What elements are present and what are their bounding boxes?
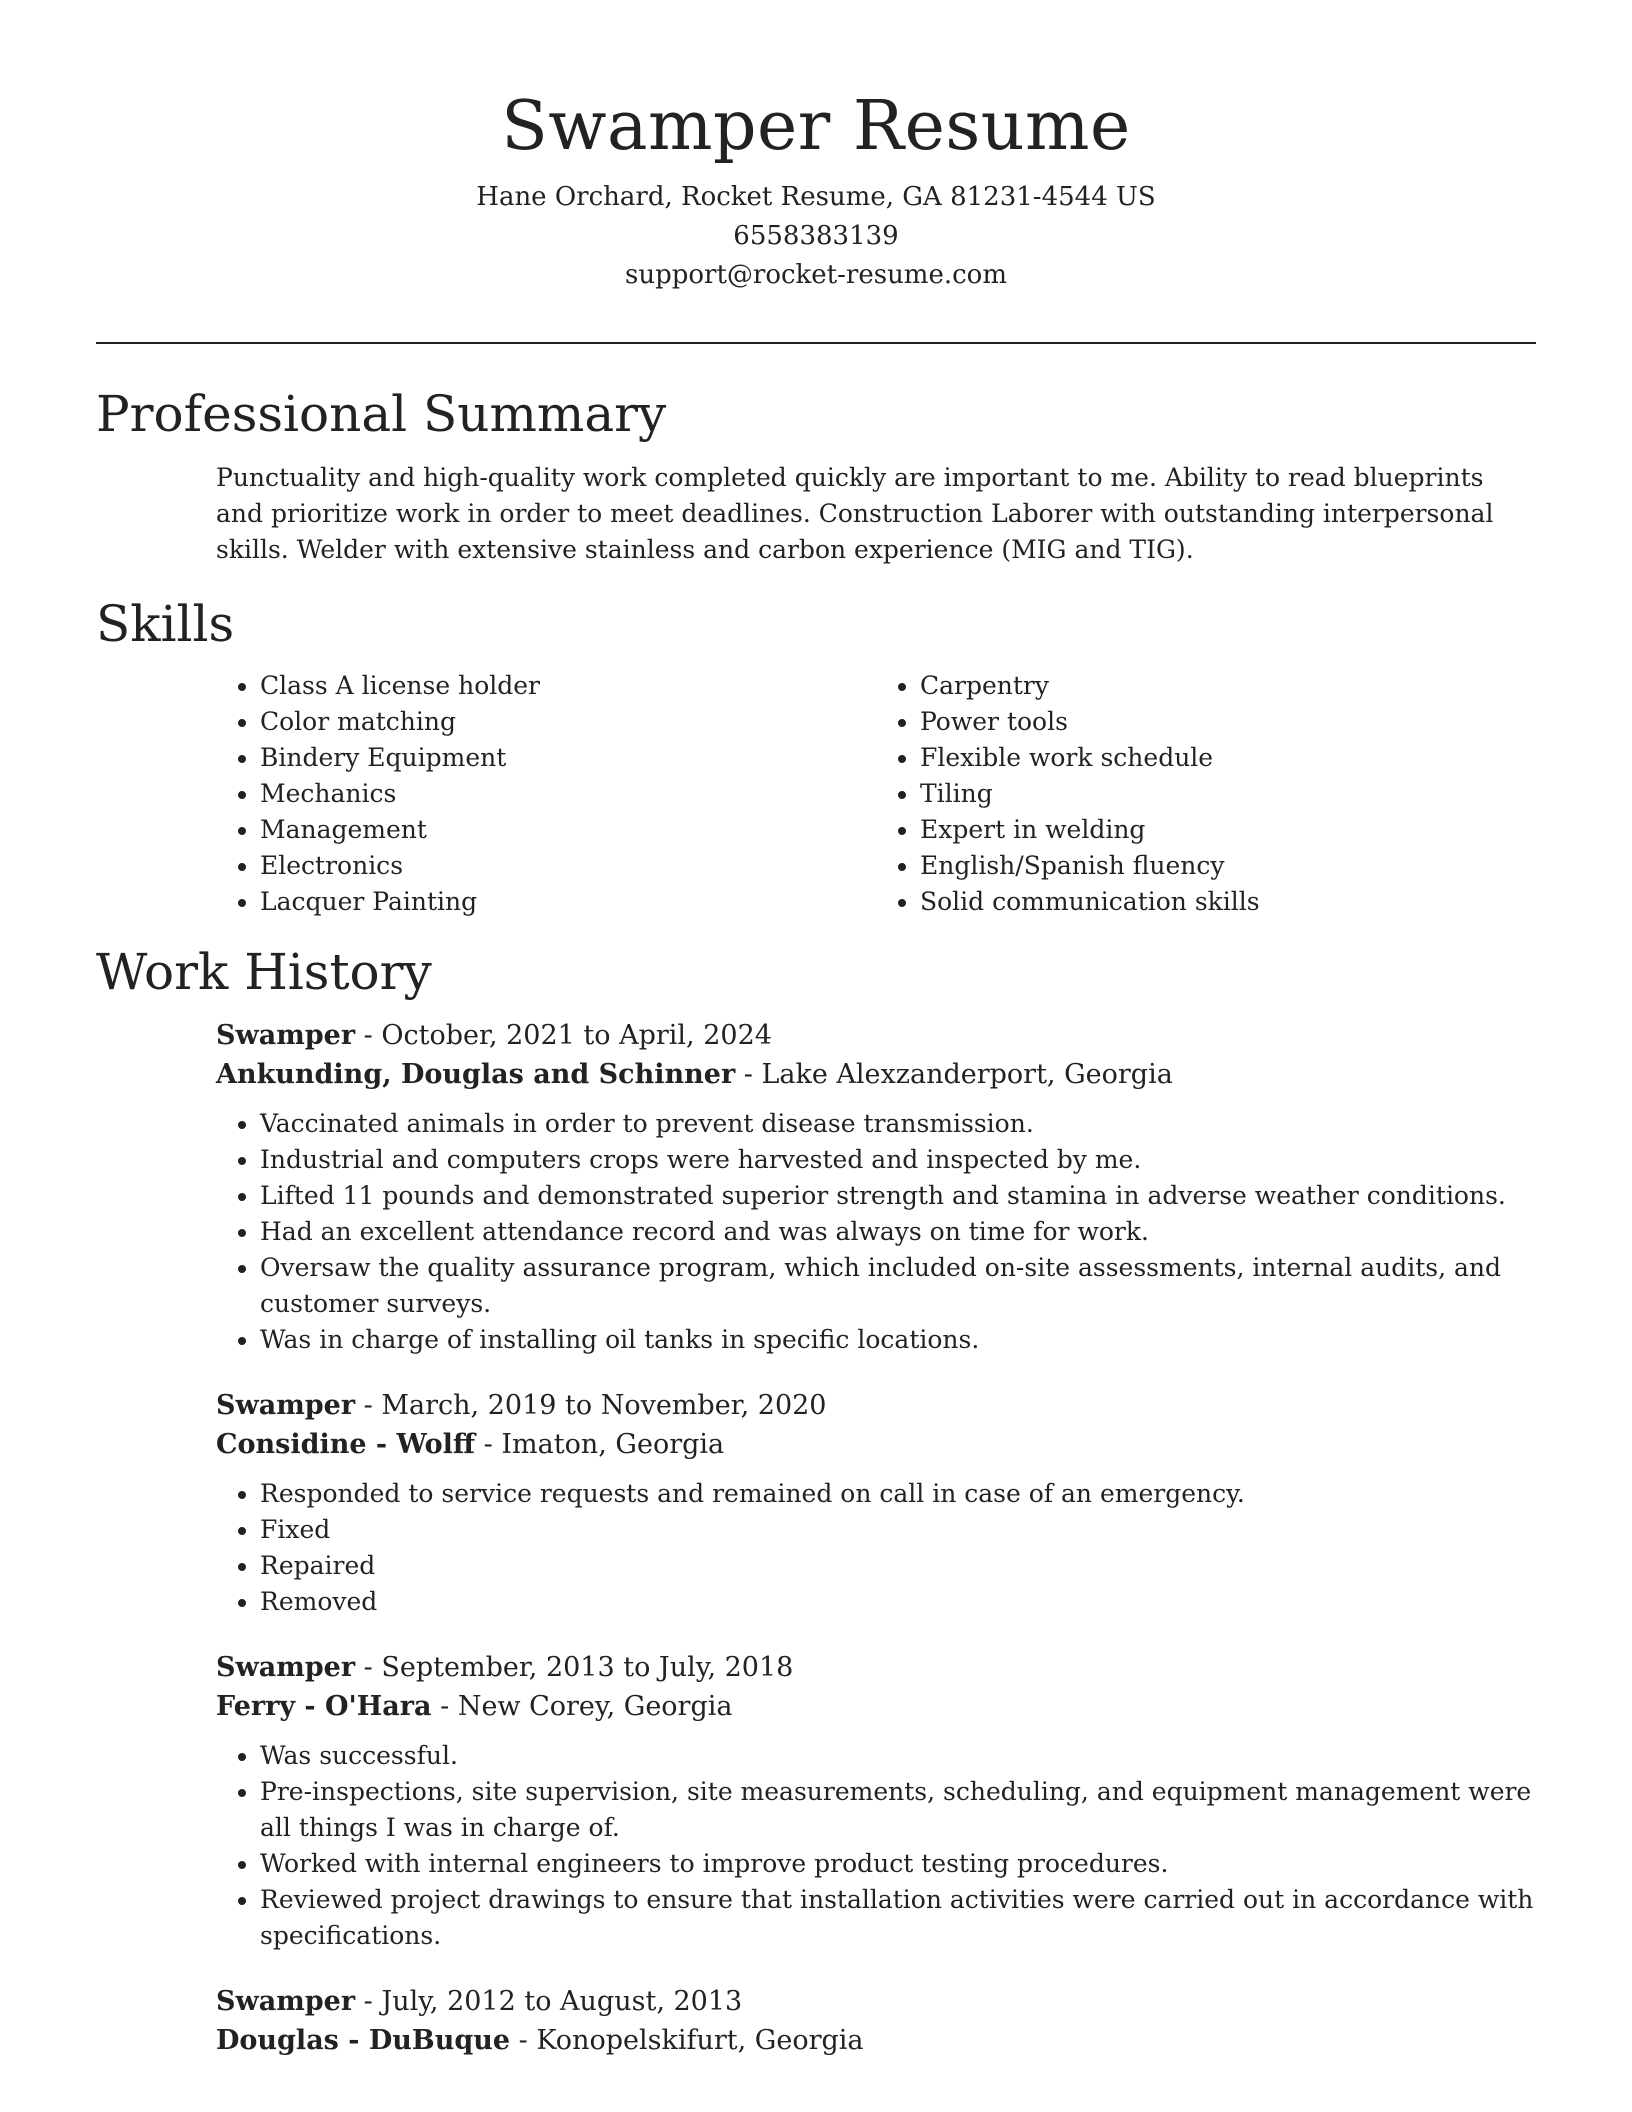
skill-item: • Power tools xyxy=(920,704,1536,740)
skill-item: • English/Spanish fluency xyxy=(920,848,1536,884)
job-dates: - March, 2019 to November, 2020 xyxy=(355,1390,827,1421)
skills-list-right xyxy=(876,668,1536,920)
summary-text: Punctuality and high-quality work completed quickly are important to me. Ability to read blueprints and prioritize work in order to meet deadlines. Construction Laborer with outstanding interpersonal skills. Welder with extensive stainless and carbon experience (MIG and TIG). xyxy=(216,463,1494,564)
contact-address: Hane Orchard, Rocket Resume, GA 81231-4544 US xyxy=(476,182,1156,212)
skill-item: • Tiling xyxy=(920,776,1536,812)
job-company: Ferry - O'Hara xyxy=(216,1691,432,1722)
job-bullet: • Worked with internal engineers to improve product testing procedures. xyxy=(260,1846,1536,1882)
skill-item: • Bindery Equipment xyxy=(260,740,876,776)
skill-item: • Color matching xyxy=(260,704,876,740)
job-role: Swamper xyxy=(216,1652,356,1683)
job-company: Considine - Wolff xyxy=(216,1429,476,1460)
job-company: Douglas - DuBuque xyxy=(216,2025,511,2056)
job-role-line xyxy=(216,1016,1536,1055)
job-dates: - October, 2021 to April, 2024 xyxy=(355,1020,772,1051)
job-bullet: • Was successful. xyxy=(260,1738,1536,1774)
job-entry xyxy=(216,1016,1536,1358)
job-company-line xyxy=(216,1425,1536,1464)
job-bullet: • Lifted 11 pounds and demonstrated superior strength and stamina in adverse weather conditions. xyxy=(260,1178,1536,1214)
summary-section xyxy=(96,380,1536,568)
job-entry xyxy=(216,1982,1536,2060)
job-entry xyxy=(216,1386,1536,1620)
skills-heading: Skills xyxy=(96,595,235,653)
skill-item: • Carpentry xyxy=(920,668,1536,704)
work-history-section xyxy=(96,938,1536,2060)
skill-item: • Expert in welding xyxy=(920,812,1536,848)
skill-item: • Lacquer Painting xyxy=(260,884,876,920)
job-role-line xyxy=(216,1386,1536,1425)
job-location: - Lake Alexzanderport, Georgia xyxy=(735,1059,1173,1090)
skills-columns xyxy=(216,668,1536,920)
job-entry xyxy=(216,1648,1536,1954)
job-bullet: • Fixed xyxy=(260,1512,1536,1548)
job-dates: - September, 2013 to July, 2018 xyxy=(355,1652,794,1683)
job-role: Swamper xyxy=(216,1020,356,1051)
resume-header xyxy=(0,0,1632,295)
resume-content xyxy=(96,380,1536,2060)
job-role-line xyxy=(216,1648,1536,1687)
job-dates: - July, 2012 to August, 2013 xyxy=(355,1986,743,2017)
skill-item: • Management xyxy=(260,812,876,848)
job-location: - Imaton, Georgia xyxy=(475,1429,725,1460)
job-role: Swamper xyxy=(216,1986,356,2017)
job-company-line xyxy=(216,1687,1536,1726)
job-bullet: • Vaccinated animals in order to prevent disease transmission. xyxy=(260,1106,1536,1142)
job-bullet: • Responded to service requests and remained on call in case of an emergency. xyxy=(260,1476,1536,1512)
job-bullets xyxy=(216,1476,1536,1620)
job-bullet: • Oversaw the quality assurance program, which included on-site assessments, internal audits, and customer surveys. xyxy=(260,1250,1536,1322)
skill-item: • Solid communication skills xyxy=(920,884,1536,920)
job-bullet: • Removed xyxy=(260,1584,1536,1620)
job-company-line xyxy=(216,1055,1536,1094)
job-bullet: • Pre-inspections, site supervision, site measurements, scheduling, and equipment management were all things I was in charge of. xyxy=(260,1774,1536,1846)
resume-title: Swamper Resume xyxy=(501,87,1131,166)
job-company-line xyxy=(216,2021,1536,2060)
skill-item: • Class A license holder xyxy=(260,668,876,704)
summary-heading: Professional Summary xyxy=(96,385,667,443)
skill-item: • Flexible work schedule xyxy=(920,740,1536,776)
contact-block xyxy=(0,178,1632,295)
job-role-line xyxy=(216,1982,1536,2021)
job-bullet: • Was in charge of installing oil tanks in specific locations. xyxy=(260,1322,1536,1358)
job-bullet: • Repaired xyxy=(260,1548,1536,1584)
skills-section xyxy=(96,590,1536,920)
job-role: Swamper xyxy=(216,1390,356,1421)
job-location: - New Corey, Georgia xyxy=(431,1691,733,1722)
work-history-heading: Work History xyxy=(96,943,432,1001)
job-location: - Konopelskifurt, Georgia xyxy=(510,2025,864,2056)
job-bullet: • Reviewed project drawings to ensure that installation activities were carried out in accordance with specifications. xyxy=(260,1882,1536,1954)
skills-list-left xyxy=(216,668,876,920)
job-bullets xyxy=(216,1106,1536,1358)
header-divider xyxy=(96,342,1536,344)
job-bullets xyxy=(216,1738,1536,1954)
skill-item: • Electronics xyxy=(260,848,876,884)
job-bullet: • Industrial and computers crops were harvested and inspected by me. xyxy=(260,1142,1536,1178)
job-bullet: • Had an excellent attendance record and was always on time for work. xyxy=(260,1214,1536,1250)
contact-phone: 6558383139 xyxy=(733,221,899,251)
skill-item: • Mechanics xyxy=(260,776,876,812)
contact-email: support@rocket-resume.com xyxy=(624,260,1007,290)
job-company: Ankunding, Douglas and Schinner xyxy=(216,1059,736,1090)
